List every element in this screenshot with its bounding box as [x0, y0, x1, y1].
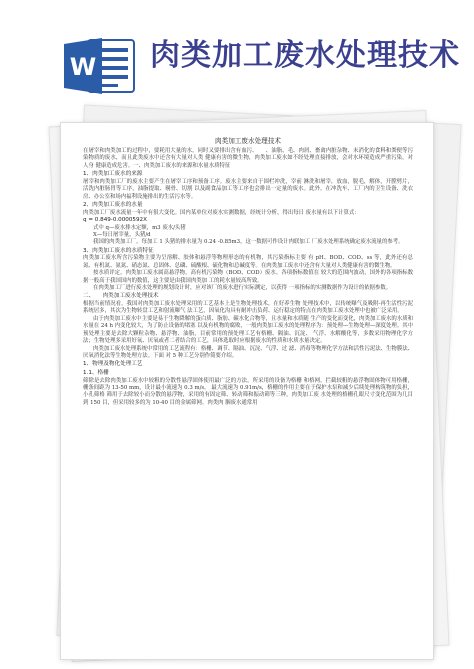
paragraph: 在肉类加工厂进行废水处理的规划设计时，应对该厂的废水进行实际测定，以获得 一项指标的实测数据作为设计的依据参数。	[93, 285, 392, 292]
section-heading: 1、物理及物化处理工艺	[83, 361, 143, 368]
section-heading: 二、 肉类加工废水处理技术	[83, 293, 159, 300]
section-heading: 1、肉类加工废水的来源	[83, 171, 143, 178]
document-page	[60, 122, 434, 660]
page-title: 肉类加工废水处理技术	[150, 38, 460, 73]
paragraph: 式中 q—废水排水定额，m3 废水/头猪	[93, 224, 186, 231]
paragraph: 根据当前情况看，我国对肉类加工废水处理采用的工艺基本上是生物处理技术，在好养生物 处理技术中，以传统曝气及吸附-再生活性污泥系统居多，其次为生物转盘工艺和射流曝气 法工艺，因氧化沟具有耐冲击负荷、运行稳定的特点在肉类加工废水处理中也被广泛采用。	[83, 301, 413, 315]
svg-text:W: W	[69, 53, 97, 81]
formula-line: q = 0.849-0.0000592X	[83, 217, 147, 224]
section-heading: 1.1、格栅	[83, 369, 109, 376]
paragraph: X—每日屠宰量，头猪/d	[93, 232, 151, 239]
section-heading: 2、肉类加工废水的水量	[83, 202, 143, 209]
paragraph: 筛除是去除肉类加工废水中较粗的分散性悬浮固体使用最广泛的方法，所采用的设备为格栅 和格网，拦截较粗的悬浮物固体物可用格栅，栅条间距为 13-50 mm，设计最小流速为 0.3 m/s， 最大流速为 0.91m/s，格栅的作用主要在于保护水泵和减少后续处理构筑物的负担，小孔筛格 筛用于去除较小而分散的悬浮物，采用的有固定筛、转动筛和振动筛等三种，肉类加工废 水处理的格栅孔眼尺寸变化范围为几目到 150 目，但采用较多的为 10-40 目的金属筛网。肉类肉 胭废水通常用	[83, 377, 413, 406]
document-title: 肉类加工废水处理技术	[215, 137, 281, 145]
paragraph: 按水质评定，肉类加工废水属高悬浮物，高有机污染物（BOD、COD）废水。各项指标数值在 较大的范围内波动，国外的各项指标数据一般高于我国国内的数值，这主要是由我国肉类加 工的耗水量较高所致。	[83, 270, 413, 284]
paragraph: 肉类加工废水处理系统中常用的工艺流程有：格栅、调节、隔油、沉淀、气浮、过 滤、消毒等物理化学方法和活性污泥法、生物膜法、厌氧消化法等生物处理方法。下面 对 5 种工艺分别作简要介绍。	[83, 345, 413, 359]
paragraph: 由于肉类加工废水中主要是易于生物降解的蛋白质、脂肪、碳水化合物等，且水量和水质随 生产的变化而变化，肉类加工废水的水质和水量在 24 h 内变化较大，为了防止设备的堵塞 以及有机物的腐败，一般肉类加工废水的处理程序为：预处理—生物处理—深度处理。其中 预处理主要是去除大颗粒杂物、悬浮物、油脂，目前常用的预处理工艺有格栅、隔油、沉淀、 气浮、水解酸化等，多数采用物理化学方法；生物处理多采用好氧、厌氧或者二者结合的工艺，具体选取时应根据废水的性质和水质水量决定。	[83, 315, 413, 345]
paragraph: 肉类加工废水所含污染物主要为呈溶解、胶体和悬浮等物理形态的有机物，其污染指标主要 有 pH、BOD、COD、ss 等，此外还有总氮、有机氮、氨氮、硝态氮、总固体、总磷、硫酸根、硫化物和总碱度等。在肉类加工废水中还含有大量对人类健康有害的微生物。	[83, 255, 413, 269]
document-preview	[52, 108, 446, 664]
word-document-icon	[62, 34, 138, 98]
document-body	[61, 123, 433, 415]
paragraph: 屠宰和肉类加工厂的废水主要产生在屠宰工序和预备工序。废水主要来自于围栏冲洗，宰前 淋洗和屠宰，放血，脱毛，解体，开膛劈片，活洗内脏肠胃等工序，油脂提取、剔骨、切割 以及副食品加工等工序也会排出一定量的废水。此外，在冲洗车、工厂内的卫生设备、洗衣房、办公室和场内福利设施排出的生活污水等。	[83, 178, 413, 200]
paragraph: 在屠宰和肉类加工的过程中，要耗用大量的水，同时又要排出含有血污、 、油脂、毛、肉屑、畜禽内脏杂物、未消化的食料和粪便等污染物质的废水，而且此类废水中还含有大量对人类 健康有害的微生物，肉类加工废水如不经处理直接排放，会对水环境造成严重污染，对人身 健康造成危害。一、肉类加工废水的来源和水量水质特征	[83, 148, 413, 169]
paragraph: 我国的肉类加工厂，每加工 1 头猪的排水量为 0.24 -0.85m3，这一数据可作设计肉联加工 厂废水处理系统确定废水流量的参考。	[93, 239, 404, 246]
paragraph: 肉类加工厂废水流量一年中有很大变化。国内某单位对废水实测数据，经统计分析，得出每日 废水量有以下计算式：	[83, 209, 360, 216]
section-heading: 3、肉类加工废水的水质特征	[83, 247, 154, 254]
header	[0, 0, 474, 120]
